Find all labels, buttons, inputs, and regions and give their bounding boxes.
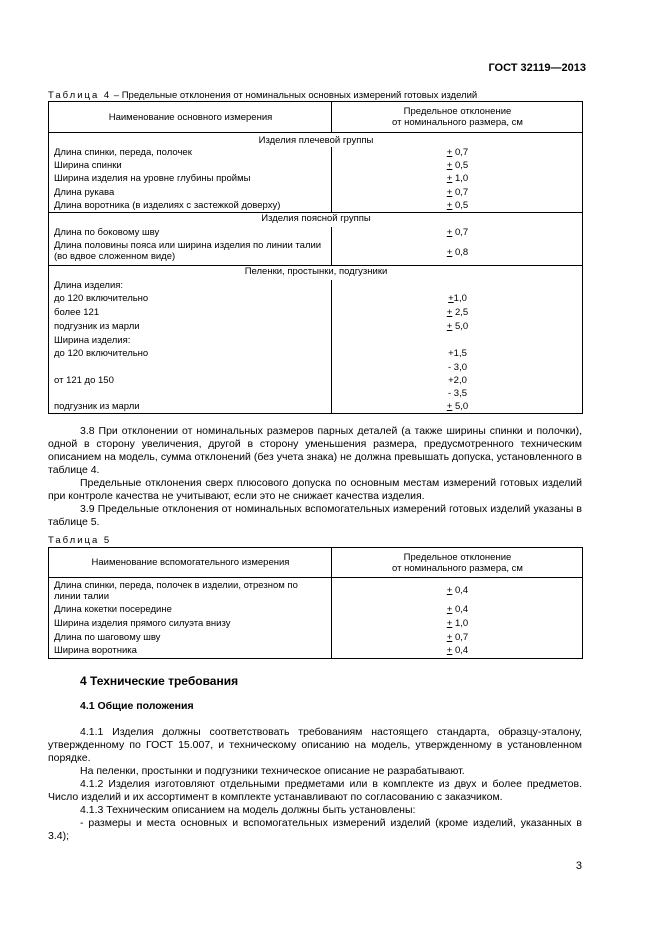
paragraph-3-8: 3.8 При отклонении от номинальных размеров парных деталей (а также ширины спинки и полочки), одной в сторону увеличения, другой в сторону уменьшения размера, предусмотренного техническим описанием на модель, сумма отклонений (без учета знака) не должна превышать допуска, установленного в таблице 4. [48, 425, 582, 476]
page-number: 3 [575, 860, 582, 872]
table4-col2-line1: Предельное отклонение [403, 106, 512, 117]
table5-caption [48, 535, 111, 546]
table-cell: до 120 включительно [49, 293, 332, 307]
table-cell: Ширина воротника [49, 645, 332, 659]
table-cell: + 1,0 [332, 173, 583, 187]
table5-col2-header [332, 548, 583, 578]
table4-caption [48, 90, 477, 101]
table-cell [49, 388, 332, 401]
table-cell: + 0,7 [332, 227, 583, 240]
table5-col2-line1: Предельное отклонение [403, 551, 512, 563]
table-cell: Ширина изделия на уровне глубины проймы [49, 173, 332, 187]
table-cell: Длина воротника (в изделиях с застежкой доверху) [49, 200, 332, 213]
table-cell: + 0,7 [332, 187, 583, 200]
paragraph-4-1-3: 4.1.3 Техническим описанием на модель должны быть установлены: [80, 804, 416, 816]
table-cell: + 0,5 [332, 160, 583, 173]
table-cell: Ширина спинки [49, 160, 332, 173]
table-cell: - 3,0 [332, 362, 583, 375]
table4-section-waist: Изделия поясной группы [49, 213, 583, 227]
table5-col1-header: Наименование вспомогательного измерения [49, 548, 332, 578]
section-4-1-heading: 4.1 Общие положения [80, 700, 194, 712]
table4-section-shoulder: Изделия плечевой группы [49, 133, 583, 147]
table4-col1-header: Наименование основного измерения [49, 102, 332, 133]
table-cell: +1,0 [332, 293, 583, 307]
table-cell: подгузник из марли [49, 401, 332, 414]
paragraph-4-1-3-item: - размеры и места основных и вспомогательных измерений изделий (кроме изделий, указанных в 3.4); [48, 817, 582, 842]
table-cell: Длина спинки, переда, полочек [49, 147, 332, 160]
table-cell: Длина рукава [49, 187, 332, 200]
table-cell: от 121 до 150 [49, 375, 332, 388]
paragraph-4-1-1: 4.1.1 Изделия должны соответствовать требованиям настоящего стандарта, образцу-эталону, утвержденному по ГОСТ 15.007, и техническому описанию на модель, утвержденному в установленном порядке. [48, 726, 582, 764]
table-cell: Длина спинки, переда, полочек в изделии, отрезном по линии талии [49, 578, 332, 604]
table-cell: + 0,7 [332, 632, 583, 645]
section-4-heading: 4 Технические требования [80, 674, 239, 688]
table-cell: + 5,0 [332, 401, 583, 414]
table-cell [332, 280, 583, 293]
section-4-1-body [48, 726, 582, 843]
table4-col2-line2: от номинального размера, см [392, 117, 523, 128]
table-cell: Длина половины пояса или ширина изделия по линии талии (во вдвое сложенном виде) [49, 240, 332, 266]
table-cell: + 5,0 [332, 321, 583, 335]
table4-col2-header [332, 102, 583, 133]
table-cell: подгузник из марли [49, 321, 332, 335]
table-cell: +1,5 [332, 348, 583, 362]
table4 [48, 101, 583, 414]
table5-caption-text: Таблица 5 [48, 535, 112, 546]
paragraph-3-9: 3.9 Предельные отклонения от номинальных вспомогательных измерений готовых изделий указаны в таблице 5. [48, 503, 582, 528]
table-cell: до 120 включительно [49, 348, 332, 362]
table-cell: + 0,5 [332, 200, 583, 213]
table-cell: + 0,8 [332, 240, 583, 266]
table5 [48, 547, 583, 659]
standard-header: ГОСТ 32119—2013 [488, 62, 586, 74]
table-cell: Длина изделия: [49, 280, 332, 293]
table-cell: + 0,4 [332, 645, 583, 659]
table-cell: Длина по шаговому шву [49, 632, 332, 645]
paragraph-4-1-1-note: На пеленки, простынки и подгузники техническое описание не разрабатывают. [80, 765, 465, 777]
table4-caption-prefix: Таблица 4 [48, 90, 112, 101]
table-cell: + 1,0 [332, 618, 583, 632]
paragraph-3-8-continued: Предельные отклонения сверх плюсового допуска по основным местам измерений готовых изделий при контроле качества не учитывают, если это не снижает качества изделия. [48, 477, 582, 502]
table-cell: Длина кокетки посередине [49, 604, 332, 618]
paragraph-4-1-2: 4.1.2 Изделия изготовляют отдельными предметами или в комплекте из двух и более предметов. Число изделий и их ассортимент в комплекте устанавливают по согласованию с заказчиком. [48, 778, 582, 803]
table-cell: Ширина изделия прямого силуэта внизу [49, 618, 332, 632]
table-cell: более 121 [49, 307, 332, 321]
table-cell: +2,0 [332, 375, 583, 388]
table-cell: + 0,4 [332, 578, 583, 604]
table4-section-diapers: Пеленки, простынки, подгузники [49, 266, 583, 280]
table4-caption-text: – Предельные отклонения от номинальных основных измерений готовых изделий [111, 90, 478, 101]
table-cell: Ширина изделия: [49, 335, 332, 348]
table-cell: + 2,5 [332, 307, 583, 321]
table-cell [49, 362, 332, 375]
table-cell [332, 335, 583, 348]
table-cell: Длина по боковому шву [49, 227, 332, 240]
table-cell: - 3,5 [332, 388, 583, 401]
table5-col2-line2: от номинального размера, см [392, 562, 523, 574]
section-3-8 [48, 425, 582, 529]
table-cell: + 0,4 [332, 604, 583, 618]
table-cell: + 0,7 [332, 147, 583, 160]
